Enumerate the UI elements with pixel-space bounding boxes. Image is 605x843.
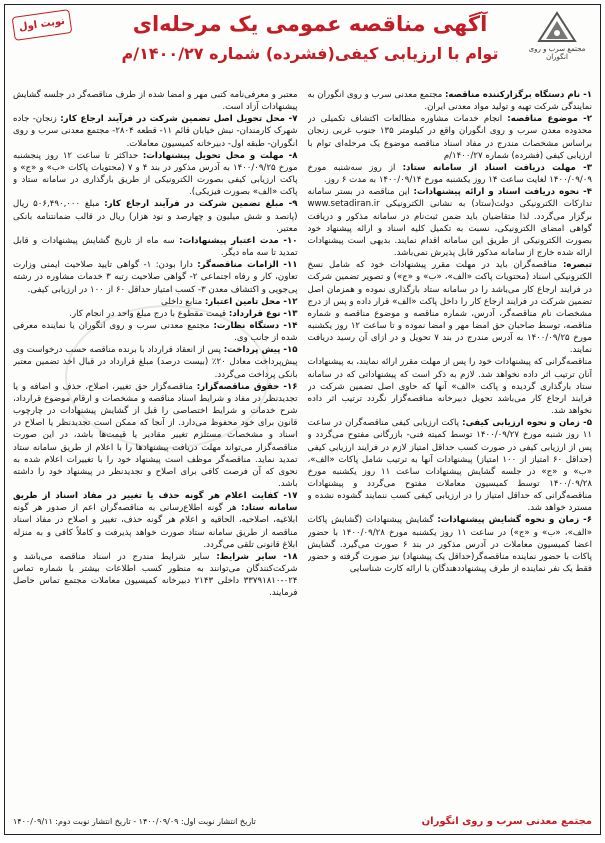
clause-text: انجام خدمات مشاوره مطالعات اکتشاف تکمیلی در محدوده معدن سرب و روی انگوران واقع در کیلومتر ۱۳۵ جنوب غربی زنجان براساس مشخصات مندرج در مفاد اسناد مناقصه موضوع یک مرحله‌ای توام با ارزیابی کیفی (فشرده) شماره ۱۴۰۰/۲۷/م — [307, 114, 592, 161]
clause-heading: ۳- مهلت دریافت اسناد از سامانه ستاد: — [402, 162, 592, 173]
clause-heading: ۵- زمان و نحوه ارزیابی کیفی: — [462, 418, 592, 429]
notice-clause — [13, 198, 298, 234]
notice-clause — [308, 113, 593, 162]
notice-clause — [13, 259, 298, 295]
clause-heading: ۶- زمان و نحوه گشایش پیشنهادات: — [437, 515, 592, 526]
page-subtitle: توام با ارزیابی کیفی(فشرده) شماره ۱۴۰۰/۲۷/م — [121, 44, 499, 63]
notice-header — [5, 5, 600, 79]
notice-clause — [13, 308, 298, 320]
clause-heading: ۹- مبلغ تضمین شرکت در فرآیند ارجاع کار: — [104, 199, 298, 210]
clause-text: مناقصه‌گران باید در مهلت مقرر پیشنهادات خود که شامل نسخ الکترونیکی اسناد (محتویات پاکت «الف»، «ب» و «ج») و تصویر تضمین شرکت در فرایند ارجاع کار می‌باشد را در سامانه ستاد بارگذاری نموده و همزمان اصل تضمین شرکت در فرایند ارجاع کار را داخل پاکت «الف» قرار داده و پس از درج مشخصات نام مناقصه‌گر، آدرس، شماره مناقصه و موضوع مناقصه و شماره مناقصه، توسط صاحبان حق امضا مهر و امضا نموده و تا ساعت ۱۲ روز یکشنبه مورخ ۱۴۰۰/۰۹/۲۵ به آدرس مندرج در بند ۷ تحویل و در ازای آن رسید دریافت نمایند. — [307, 260, 592, 356]
clause-heading: ۱۵- پیش پرداخت: — [223, 345, 298, 356]
notice-clause — [13, 381, 298, 490]
notice-clause — [308, 162, 593, 186]
tender-notice — [4, 4, 601, 835]
left-column — [13, 89, 298, 808]
notice-clause — [13, 296, 298, 308]
clause-heading: ۱۳- نوع قرارداد: — [228, 308, 298, 319]
clause-text: پس از انعقاد قرارداد با برنده مناقصه حسب درخواست وی پیش‌پرداخت معادل ۲۰٪ (بیست درصد) مبلغ قرارداد در قبال اخذ تضمین معتبر بانکی پرداخت می‌گردد. — [13, 345, 298, 380]
clause-heading: ۷- محل تحویل اصل تضمین شرکت در فرآیند ارجاع کار: — [60, 114, 298, 125]
clause-text: سایر شرایط مندرج در اسناد مناقصه می‌باشد و شرکت‌کنندگان می‌توانند به منظور کسب اطلاعات بیشتر با شماره تماس ۰۲۴-۳۳۷۹۱۸۱۰ داخلی ۲۱۴۳ دبیرخانه کمیسیون معاملات مجتمع تماس حاصل فرمایند. — [13, 551, 298, 599]
clause-heading: ۱۷- کفایت اعلام هر گونه حذف یا تغییر در مفاد اسناد از طریق سامانه ستاد: — [13, 491, 298, 514]
right-column — [308, 89, 593, 808]
clause-text: مناقصه‌گرانی که پیشنهادات خود را پس از مهلت مقرر ارائه نمایند، به پیشنهادات آنان ترتیب اثر داده نخواهد شد. لازم به ذکر است که پیشنهاداتی که در سامانه ستاد بارگذاری گردیده و پاکت «الف» آنها که حاوی اصل تضمین شرکت در فرایند ارجاع کار می‌باشد تحویل دبیرخانه مناقصه‌گزار نگردد ترتیب اثر داده نخواهد شد. — [307, 357, 592, 417]
clause-text: گشایش پیشنهادات (گشایش پاکات «الف»، «ب» و «ج») در ساعت ۱۱ روز یکشنبه مورخ ۱۴۰۰/۰۹/۲۸ با حضور اعضا کمیسیون معاملات در آدرس مذکور در بند ۶ صورت می‌گیرد. گشایش پاکات با حضور نماینده مناقصه‌گر(حداقل یک پیشنهاد) نیز صورت گرفته و حضور فقط یک نفر نماینده از طرف پیشنهاددهندگان با ارائه کارت شناسایی — [307, 515, 592, 575]
clause-text: حداکثر تا ساعت ۱۲ روز پنجشنبه مورخ ۱۴۰۰/۰۹/۲۵ به آدرس مذکور در بند ۴ و ۷ (محتویات پاکات «ب» و «ج» و پاکت ارزیابی کیفی بصورت الکترونیکی از طریق بارگذاری در سامانه ستاد و پاکت «الف» بصورت فیزیکی). — [13, 150, 298, 198]
clause-text: قیمت مقطوع با درج مبلغ واحد در انجام کار. — [69, 308, 229, 319]
clause-text: مناقصه‌گزار حق تغییر، اصلاح، حذف و اضافه و یا تجدیدنظر در مفاد و شرایط اسناد مناقصه و مشخصات و ارقام موضوع قرارداد، شرح خدمات و شرایط اختصاصی را قبل از گشایش پیشنهادات در چارچوب قانون برای خود محفوظ می‌دارد. از آنجا که ممکن است تجدیدنظر یا اصلاح در اسناد و مشخصات مستلزم تغییر مقادیر یا قیمت‌ها باشد، در این صورت مناقصه‌گزار می‌تواند مهلت دریافت پیشنهادها را با اعلام از طریق سامانه ستاد تمدید نماید. مناقصه‌گر موظف است پیشنهاد خود را با تغییرات اعلام شده به نحوی که آن فرصت کافی برای اصلاح و تجدیدنظر در پیشنهاد خود را داشته باشد. — [13, 381, 298, 489]
notice-clause — [13, 344, 298, 380]
publication-dates: تاریخ انتشار نوبت اول: ۱۴۰۰/۰۹/۰۹ - تاریخ انتشار نوبت دوم: ۱۴۰۰/۰۹/۱۱ — [13, 816, 256, 826]
clause-text: منابع داخلی — [161, 296, 205, 307]
clause-heading: ۲- موضوع مناقصه: — [507, 114, 592, 125]
notice-body — [13, 89, 592, 808]
notice-clause — [13, 490, 298, 551]
clause-heading: تبصره: — [562, 260, 592, 271]
notice-footer — [13, 812, 592, 830]
clause-text: معتبر و معرفی‌نامه کتبی مهر و امضا شده از طرف مناقصه‌گر در جلسه گشایش پیشنهادات آزاد است. — [13, 90, 298, 113]
clause-heading: ۱۴- دستگاه نظارت: — [213, 320, 298, 331]
notice-clause — [308, 356, 593, 417]
notice-clause — [308, 514, 593, 575]
notice-clause — [13, 113, 298, 149]
clause-text: پاکت ارزیابی کیفی مناقصه‌گران در ساعت ۱۱ روز شنبه مورخ ۱۴۰۰/۰۹/۲۷ توسط کمیته فنی- بازرگانی مفتوح می‌گردد و پس از ارزیابی کیفی در صورت کسب حداقل امتیاز لازم در فرایند ارزیابی کیفی (حداقل ۶۰ امتیاز از ۱۰۰ امتیاز) پیشنهادات آنها به ترتیب شامل پاکات «الف»، «ب» و «ج» در جلسه گشایش پیشنهادات ساعت ۱۱ روز یکشنبه مورخ ۱۴۰۰/۰۹/۲۸ توسط کمیسیون معاملات مفتوح می‌گردد و پیشنهادات مناقصه‌گرانی که حداقل امتیاز را در ارزیابی کیفی کسب ننمایند گشوده نشده و مسترد خواهد شد. — [307, 418, 592, 514]
clause-heading: ۱۰- مدت اعتبار پیشنهادات: — [179, 235, 298, 246]
page-title: آگهی مناقصه عمومی یک مرحله‌ای — [132, 12, 488, 36]
notice-clause — [13, 89, 298, 113]
org-logo-text: مجتمع سرب و روی انگوران — [528, 45, 586, 61]
clause-text: مجتمع معدنی سرب و روی انگوران یا نماینده معرفی شده از جانب وی. — [13, 320, 298, 344]
clause-text: مجتمع معدنی سرب و روی انگوران به نمایندگی شرکت تهیه و تولید مواد معدنی ایران. — [307, 90, 592, 113]
org-logo — [522, 11, 592, 61]
signature: مجتمع معدنی سرب و روی انگوران — [421, 815, 592, 827]
clause-heading: ۱- نام دستگاه برگزارکننده مناقصه: — [444, 90, 592, 100]
clause-heading: ۱۲- محل تامین اعتبار: — [204, 296, 298, 307]
notice-clause — [13, 235, 298, 259]
clause-text: دارا بودن: ۱- گواهی تایید صلاحیت ایمنی وزارت تعاون، کار و رفاه اجتماعی ۲- گواهی صلاحیت رتبه ۳ خدمات مشاوره در رشته پی‌جویی و اکتشاف معدن ۳- کسب امتیاز حداقل ۶۰ از ۱۰۰ در ارزیابی کیفی. — [13, 260, 298, 295]
notice-clause — [308, 259, 593, 356]
notice-clause — [308, 186, 593, 259]
notice-clause — [308, 89, 593, 113]
mine-logo-icon — [535, 11, 579, 45]
clause-text: مبلغ ۵۰۶,۴۹۰,۰۰۰ ریال (پانصد و شش میلیون و چهارصد و نود هزار) ریال در قالب ضمانتنامه بانکی معتبر. — [13, 199, 298, 234]
clause-heading: ۱۶- حقوق مناقصه‌گزار: — [196, 381, 298, 392]
clause-text: از روز سه‌شنبه مورخ ۱۴۰۰/۰۹/۰۹ لغایت ساعت ۱۴ روز یکشنبه مورخ ۱۴۰۰/۰۹/۱۴ به مدت ۶ روز. — [307, 162, 592, 186]
clause-heading: ۴- نحوه دریافت اسناد و ارائه پیشنهادات: — [413, 187, 592, 198]
clause-heading: ۸- مهلت و محل تحویل پیشنهادات: — [142, 150, 298, 161]
notice-clause — [13, 551, 298, 600]
clause-heading: ۱۱- الزامات مناقصه‌گر: — [197, 260, 298, 271]
clause-heading: ۱۸- سایر شرایط: — [216, 551, 298, 562]
clause-text: سه ماه از تاریخ گشایش پیشنهادات و قابل تمدید تا سه ماه دیگر. — [13, 235, 298, 259]
notice-clause — [13, 150, 298, 199]
clause-text: هر گونه اطلاع‌رسانی به مناقصه‌گران اعم از صدور هر گونه ابلاغیه، اصلاحیه، الحاقیه و اعلام هر گونه حذف، تغییر و اصلاح در مفاد اسناد مناقصه از طریق سامانه ستاد صورت خواهد پذیرفت و کاملاً کافی و به منزله ابلاغ قانونی تلقی می‌گردد. — [13, 503, 298, 550]
clause-text: زنجان- جاده شهرک کارمندان- نبش خیابان قائم ۱۱- قطعه ۲۸۰۴- مجتمع معدنی سرب و روی انگوران- طبقه اول- دبیرخانه کمیسیون معاملات. — [13, 114, 298, 149]
notice-clause — [13, 320, 298, 344]
clause-text: این مناقصه در بستر سامانه تدارکات الکترونیکی دولت(ستاد) به نشانی الکترونیکی www.setadiran.ir برگزار می‌گردد. لذا متقاضیان باید ضمن ثبت‌نام در سامانه مذکور و دریافت گواهی امضای الکترونیکی، نسبت به تکمیل کلیه اسناد و ارائه پیشنهاد خود بصورت الکترونیکی از طریق این سامانه اقدام نمایند. بدیهی است پیشنهادات ارائه شده خارج از سامانه مذکور قابل پذیرش نمی‌باشد. — [307, 187, 592, 259]
publication-round-badge: نوبت اول — [12, 9, 73, 41]
notice-clause — [308, 417, 593, 514]
